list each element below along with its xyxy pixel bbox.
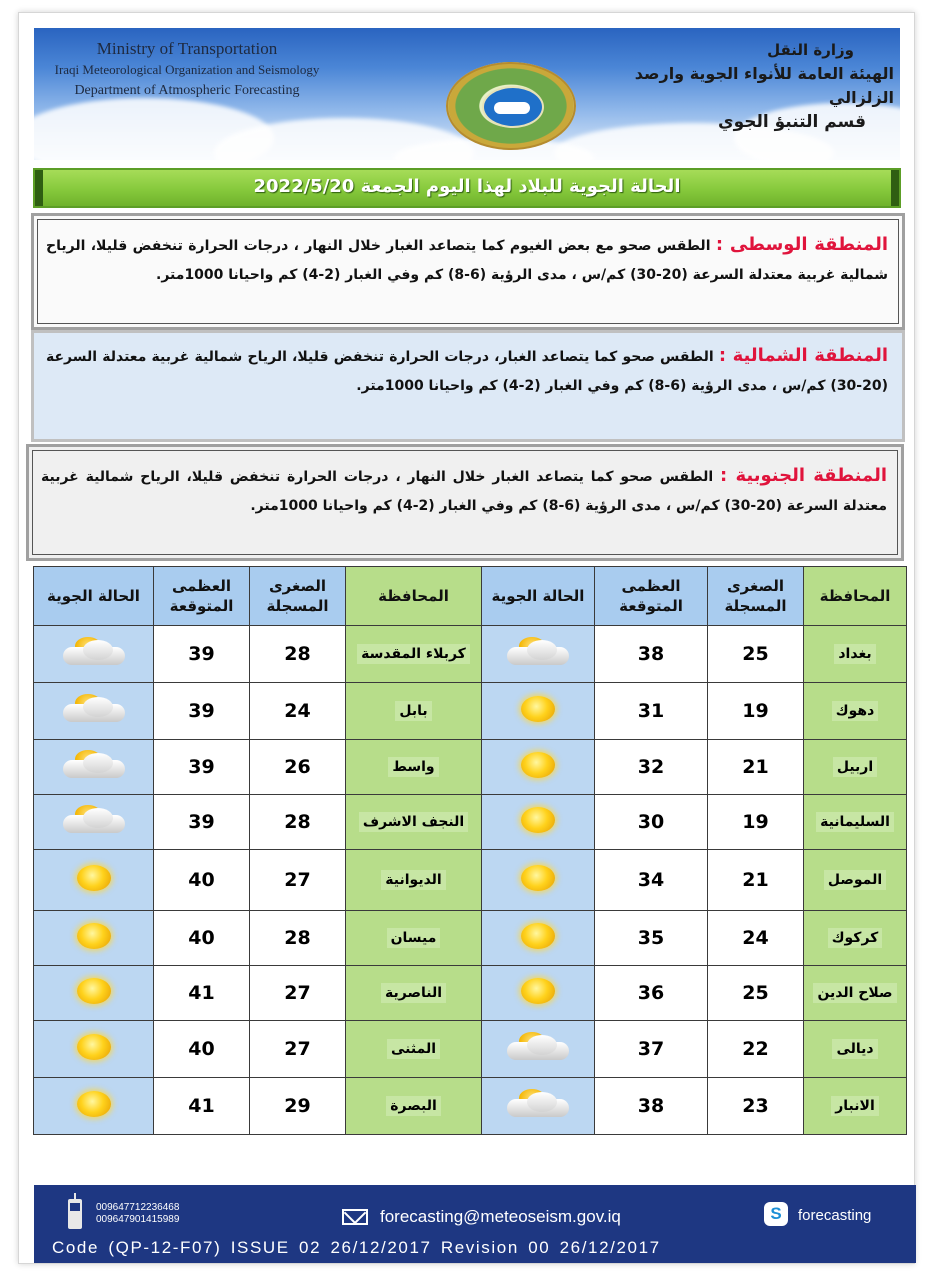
region-north-forecast: الطقس صحو كما يتصاعد الغبار، درجات الحرارة تنخفض قليلا، الرياح شمالية غربية معتدلة السرعة (20-30) كم/س ، مدى الرؤية (6-8) كم وفي الغبار (2-4) كم واحيانا 1000متر. — [46, 349, 888, 394]
max-temp-cell: 40 — [154, 850, 250, 911]
forecast-table — [33, 566, 907, 1135]
condition-cell — [34, 626, 154, 683]
governorate-cell — [346, 795, 482, 850]
min-temp-cell: 28 — [250, 626, 346, 683]
min-temp-cell: 23 — [708, 1078, 804, 1135]
department-name-en: Department of Atmospheric Forecasting — [74, 83, 300, 98]
min-temp-cell: 26 — [250, 740, 346, 795]
phone-number-2: 009647901415989 — [96, 1214, 180, 1225]
governorate-cell — [346, 683, 482, 740]
ministry-name-en: Ministry of Transportation — [96, 39, 278, 58]
sun-icon — [521, 696, 555, 722]
sun-icon — [77, 978, 111, 1004]
governorate-name: الديوانية — [381, 870, 445, 890]
email-address[interactable]: forecasting@meteoseism.gov.iq — [380, 1207, 621, 1226]
min-temp-cell: 21 — [708, 740, 804, 795]
header-english-block — [42, 38, 332, 101]
table-row — [34, 626, 907, 683]
min-temp-cell: 28 — [250, 795, 346, 850]
governorate-cell — [804, 795, 907, 850]
sun-icon — [521, 865, 555, 891]
governorate-name: ديالى — [832, 1039, 877, 1059]
governorate-name: بابل — [395, 701, 431, 721]
condition-cell — [482, 966, 595, 1021]
governorate-cell — [804, 683, 907, 740]
max-temp-cell: 35 — [595, 911, 708, 966]
sun-icon — [77, 865, 111, 891]
condition-cell — [482, 911, 595, 966]
region-central-text — [46, 230, 888, 290]
max-temp-cell: 38 — [595, 1078, 708, 1135]
min-temp-cell: 22 — [708, 1021, 804, 1078]
governorate-name: واسط — [388, 757, 438, 777]
table-row — [34, 966, 907, 1021]
organization-name-ar: الهيئة العامة للأنواء الجوية وارصد الزلزالي — [634, 64, 894, 107]
document-code-line: Code (QP-12-F07) ISSUE 02 26/12/2017 Revision 00 26/12/2017 — [52, 1238, 661, 1257]
min-temp-cell: 24 — [708, 911, 804, 966]
condition-cell — [482, 850, 595, 911]
min-temp-cell: 29 — [250, 1078, 346, 1135]
governorate-name: ميسان — [387, 928, 441, 948]
phone-icon — [68, 1199, 82, 1229]
condition-cell — [482, 1021, 595, 1078]
region-south-forecast: الطقس صحو كما يتصاعد الغبار خلال النهار ، درجات الحرارة تنخفض قليلا، الرياح شمالية غربية معتدلة السرعة (20-30) كم/س ، مدى الرؤية (6-8) كم وفي الغبار (2-4) كم واحيانا 1000متر. — [41, 469, 887, 514]
sun-icon — [77, 923, 111, 949]
skype-handle[interactable]: forecasting — [798, 1207, 872, 1224]
table-row — [34, 795, 907, 850]
partly-cloudy-icon — [505, 1031, 571, 1063]
sun-icon — [77, 1091, 111, 1117]
min-temp-cell: 25 — [708, 966, 804, 1021]
condition-cell — [482, 740, 595, 795]
min-temp-cell: 24 — [250, 683, 346, 740]
skype-icon: S — [764, 1202, 788, 1226]
table-row — [34, 683, 907, 740]
governorate-name: الناصرية — [381, 983, 446, 1003]
partly-cloudy-icon — [61, 804, 127, 836]
sun-icon — [521, 807, 555, 833]
condition-cell — [482, 683, 595, 740]
governorate-name: بغداد — [834, 644, 875, 664]
max-temp-cell: 32 — [595, 740, 708, 795]
title-bar — [33, 168, 901, 208]
region-central-forecast: الطقس صحو مع بعض الغيوم كما يتصاعد الغبار خلال النهار ، درجات الحرارة تنخفض قليلا، الرياح شمالية غربية معتدلة السرعة (20-30) كم/س ، مدى الرؤية (6-8) كم وفي الغبار (2-4) كم واحيانا 1000متر. — [46, 238, 888, 283]
sun-icon — [521, 752, 555, 778]
department-name-ar: قسم التنبؤ الجوي — [718, 112, 866, 132]
governorate-name: دهوك — [832, 701, 879, 721]
header-arabic-block — [594, 38, 894, 134]
table-row — [34, 850, 907, 911]
sun-icon — [77, 1034, 111, 1060]
condition-cell — [34, 966, 154, 1021]
max-temp-cell: 38 — [595, 626, 708, 683]
partly-cloudy-icon — [61, 749, 127, 781]
min-temp-cell: 27 — [250, 966, 346, 1021]
condition-cell — [482, 795, 595, 850]
condition-cell — [482, 1078, 595, 1135]
sun-icon — [521, 923, 555, 949]
governorate-cell — [346, 740, 482, 795]
table-row — [34, 1021, 907, 1078]
region-north-text — [46, 341, 888, 401]
partly-cloudy-icon — [61, 636, 127, 668]
region-north — [31, 330, 905, 442]
max-temp-cell: 30 — [595, 795, 708, 850]
max-temp-cell: 39 — [154, 740, 250, 795]
governorate-cell — [346, 966, 482, 1021]
email-icon — [342, 1209, 368, 1225]
header-min-right: الصغرى المسجلة — [708, 567, 804, 626]
governorate-cell — [804, 850, 907, 911]
governorate-cell — [804, 1021, 907, 1078]
condition-cell — [34, 911, 154, 966]
governorate-name: الموصل — [824, 870, 886, 890]
header-condition-right: الحالة الجوية — [482, 567, 595, 626]
max-temp-cell: 31 — [595, 683, 708, 740]
forecast-table-body — [34, 626, 907, 1135]
max-temp-cell: 34 — [595, 850, 708, 911]
table-row — [34, 740, 907, 795]
ministry-name-ar: وزارة النقل — [767, 41, 854, 59]
header-banner — [34, 28, 900, 160]
governorate-cell — [346, 1021, 482, 1078]
governorate-name: صلاح الدين — [813, 983, 896, 1003]
governorate-cell — [346, 626, 482, 683]
sun-icon — [521, 978, 555, 1004]
max-temp-cell: 41 — [154, 966, 250, 1021]
condition-cell — [34, 1078, 154, 1135]
min-temp-cell: 28 — [250, 911, 346, 966]
organization-name-en: Iraqi Meteorological Organization and Seismology — [54, 62, 320, 77]
governorate-name: السليمانية — [816, 812, 894, 832]
governorate-name: المثنى — [387, 1039, 440, 1059]
header-max-right: العظمى المتوقعة — [595, 567, 708, 626]
min-temp-cell: 19 — [708, 795, 804, 850]
max-temp-cell: 41 — [154, 1078, 250, 1135]
header-governorate-left: المحافظة — [346, 567, 482, 626]
max-temp-cell: 36 — [595, 966, 708, 1021]
report-title: الحالة الجوية للبلاد لهذا اليوم الجمعة 2022/5/20 — [253, 176, 681, 197]
region-central-name: المنطقة الوسطى : — [715, 234, 889, 255]
min-temp-cell: 27 — [250, 1021, 346, 1078]
governorate-cell — [804, 740, 907, 795]
governorate-name: الانبار — [831, 1096, 879, 1116]
header-min-left: الصغرى المسجلة — [250, 567, 346, 626]
max-temp-cell: 37 — [595, 1021, 708, 1078]
max-temp-cell: 39 — [154, 683, 250, 740]
max-temp-cell: 39 — [154, 626, 250, 683]
region-north-name: المنطقة الشمالية : — [718, 345, 888, 366]
governorate-cell — [346, 911, 482, 966]
governorate-name: اربيل — [833, 757, 877, 777]
header-max-left: العظمى المتوقعة — [154, 567, 250, 626]
condition-cell — [34, 850, 154, 911]
region-central — [31, 213, 905, 330]
min-temp-cell: 25 — [708, 626, 804, 683]
min-temp-cell: 27 — [250, 850, 346, 911]
condition-cell — [34, 683, 154, 740]
governorate-cell — [804, 1078, 907, 1135]
governorate-cell — [804, 966, 907, 1021]
region-south-text — [41, 461, 887, 521]
phone-number-1: 009647712236468 — [96, 1202, 180, 1213]
condition-cell — [482, 626, 595, 683]
governorate-cell — [346, 1078, 482, 1135]
partly-cloudy-icon — [61, 693, 127, 725]
partly-cloudy-icon — [505, 636, 571, 668]
governorate-name: النجف الاشرف — [359, 812, 468, 832]
header-condition-left: الحالة الجوية — [34, 567, 154, 626]
max-temp-cell: 40 — [154, 911, 250, 966]
max-temp-cell: 40 — [154, 1021, 250, 1078]
governorate-cell — [346, 850, 482, 911]
header-governorate-right: المحافظة — [804, 567, 907, 626]
condition-cell — [34, 740, 154, 795]
governorate-name: كركوك — [828, 928, 883, 948]
min-temp-cell: 21 — [708, 850, 804, 911]
footer-bar — [34, 1185, 916, 1263]
governorate-name: البصرة — [386, 1096, 441, 1116]
min-temp-cell: 19 — [708, 683, 804, 740]
max-temp-cell: 39 — [154, 795, 250, 850]
governorate-cell — [804, 911, 907, 966]
organization-logo-icon — [446, 62, 576, 150]
condition-cell — [34, 1021, 154, 1078]
region-south — [26, 444, 904, 561]
governorate-name: كربلاء المقدسة — [357, 644, 470, 664]
table-row — [34, 1078, 907, 1135]
table-row — [34, 911, 907, 966]
condition-cell — [34, 795, 154, 850]
region-south-name: المنطقة الجنوبية : — [720, 465, 888, 486]
partly-cloudy-icon — [505, 1088, 571, 1120]
governorate-cell — [804, 626, 907, 683]
